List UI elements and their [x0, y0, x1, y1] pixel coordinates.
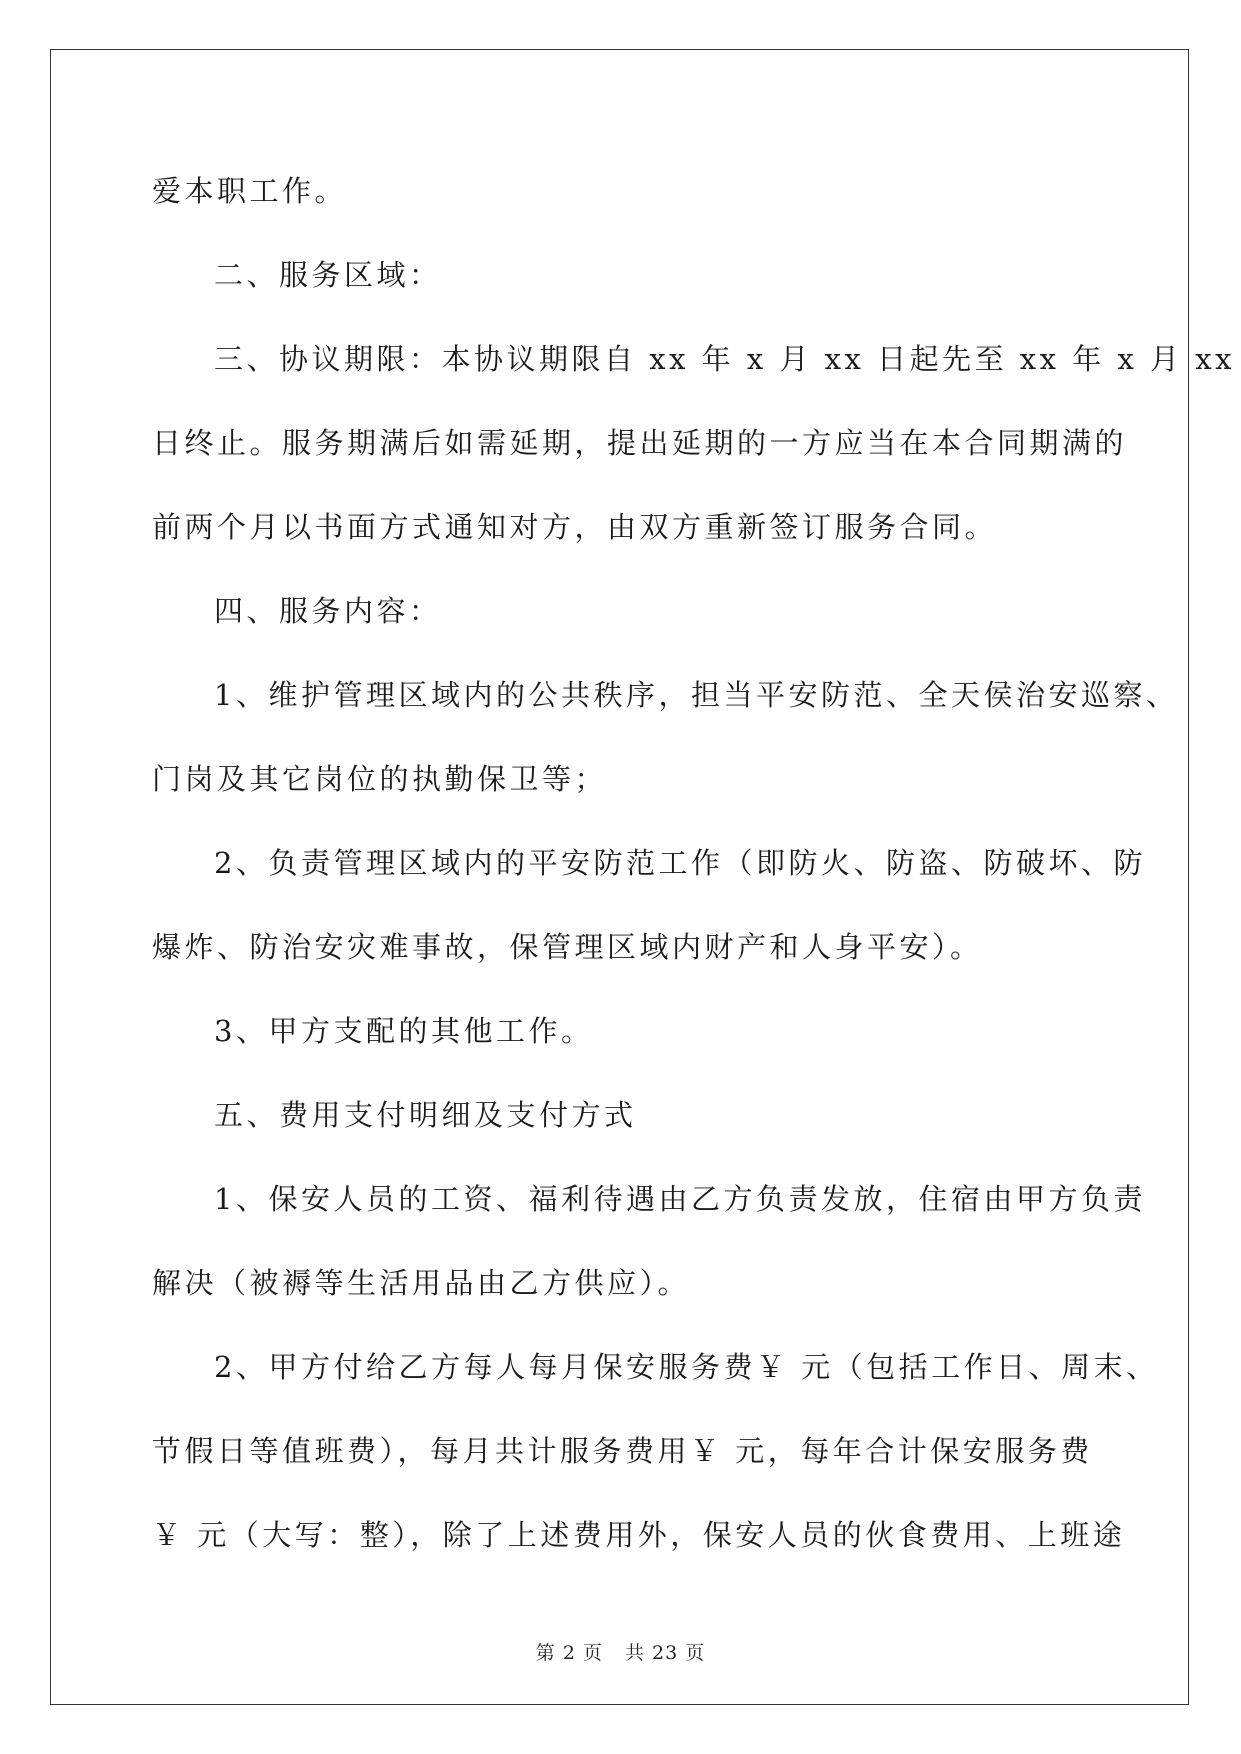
page-footer	[0, 1638, 1241, 1665]
text-line: 二、服务区域：	[214, 258, 442, 292]
document-body	[152, 155, 1235, 1583]
text-line: 节假日等值班费），每月共计服务费用￥ 元，每年合计保安服务费	[152, 1434, 1093, 1468]
text-line: 门岗及其它岗位的执勤保卫等；	[152, 762, 608, 796]
text-line: 2、负责管理区域内的平安防范工作（即防火、防盗、防破坏、防	[214, 846, 1146, 880]
text-line: 解决（被褥等生活用品由乙方供应）。	[152, 1266, 691, 1300]
text-line: 四、服务内容：	[214, 594, 442, 628]
page-total: 共 23 页	[624, 1642, 706, 1664]
text-line: 3、甲方支配的其他工作。	[214, 1014, 594, 1048]
text-line: 日终止。服务期满后如需延期，提出延期的一方应当在本合同期满的	[152, 426, 1128, 460]
text-line: 三、协议期限：本协议期限自 xx 年 x 月 xx 日起先至 xx 年 x 月 xx	[214, 342, 1235, 376]
text-line: 五、费用支付明细及支付方式	[214, 1098, 637, 1132]
text-line: 1、维护管理区域内的公共秩序，担当平安防范、全天侯治安巡察、	[214, 678, 1179, 712]
text-line: 2、甲方付给乙方每人每月保安服务费￥ 元（包括工作日、周末、	[214, 1350, 1159, 1384]
text-line: ￥ 元（大写：整），除了上述费用外，保安人员的伙食费用、上班途	[152, 1518, 1126, 1552]
text-line: 1、保安人员的工资、福利待遇由乙方负责发放，住宿由甲方负责	[214, 1182, 1146, 1216]
text-line: 爱本职工作。	[152, 174, 348, 208]
text-line: 爆炸、防治安灾难事故，保管理区域内财产和人身平安）。	[152, 930, 983, 964]
text-line: 前两个月以书面方式通知对方，由双方重新签订服务合同。	[152, 510, 998, 544]
page-number: 第 2 页	[535, 1642, 603, 1664]
